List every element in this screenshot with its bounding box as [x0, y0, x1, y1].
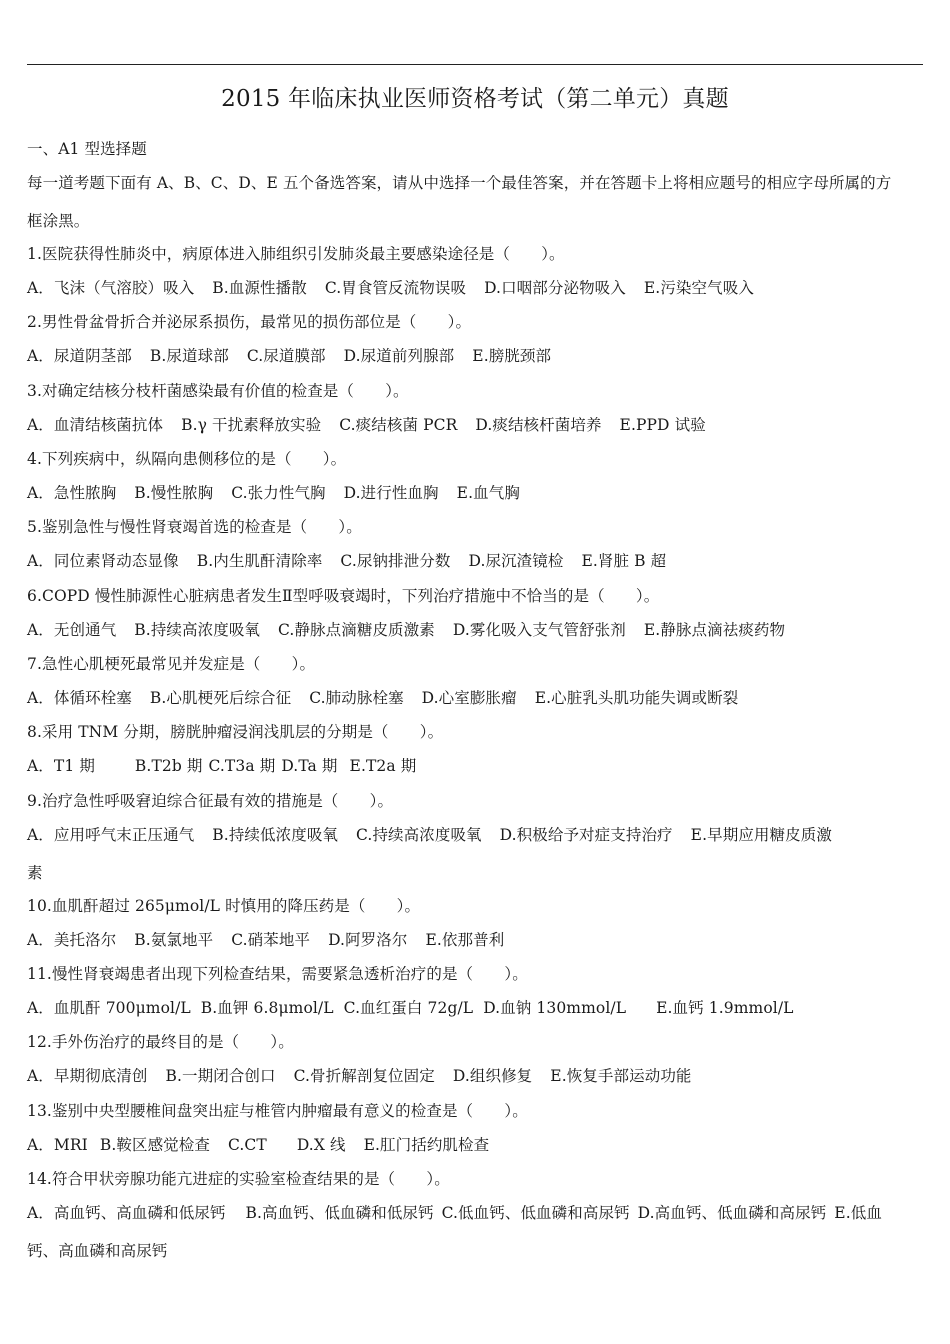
- option-d: D.进行性血胸: [343, 484, 439, 502]
- section-heading: 一、A1 型选择题: [27, 140, 147, 158]
- option-a: A．应用呼气末正压通气: [27, 826, 195, 844]
- option-e: E.血钙 1.9mmol/L: [656, 999, 794, 1017]
- instructions-line-2: 框涂黑。: [27, 212, 90, 230]
- question-stem: 14.符合甲状旁腺功能亢进症的实验室检查结果的是（ ）。: [27, 1170, 450, 1188]
- option-d: D.积极给予对症支持治疗: [499, 826, 673, 844]
- option-a: A．美托洛尔: [27, 931, 117, 949]
- option-e: E.低血: [834, 1204, 882, 1222]
- option-a: A．尿道阴茎部: [27, 347, 132, 365]
- question-options: [27, 1202, 927, 1224]
- option-a: A．体循环栓塞: [27, 689, 132, 707]
- option-a: A．血肌酐 700μmol/L: [27, 999, 191, 1017]
- question-options: [27, 1134, 927, 1156]
- option-a: A．血清结核菌抗体: [27, 416, 164, 434]
- option-b: B.慢性脓胸: [134, 484, 214, 502]
- option-c: C.骨折解剖复位固定: [293, 1067, 435, 1085]
- option-d: D.尿沉渣镜检: [468, 552, 564, 570]
- option-e: E.心脏乳头肌功能失调或断裂: [534, 689, 739, 707]
- option-a: A．无创通气: [27, 621, 117, 639]
- option-a: A．高血钙、高血磷和低尿钙: [27, 1204, 226, 1222]
- option-d: D.Ta 期: [281, 757, 338, 775]
- option-d: D.雾化吸入支气管舒张剂: [452, 621, 626, 639]
- question-options: [27, 619, 927, 641]
- option-a: A．飞沫（气溶胶）吸入: [27, 279, 195, 297]
- option-c: C.CT: [227, 1136, 267, 1154]
- option-b: B.持续高浓度吸氧: [134, 621, 261, 639]
- option-e: E.T2a 期: [349, 757, 417, 775]
- option-e: E.肾脏 B 超: [581, 552, 667, 570]
- document-title: 2015 年临床执业医师资格考试（第二单元）真题: [221, 86, 729, 112]
- option-continuation: 钙、高血磷和高尿钙: [27, 1242, 168, 1260]
- header-rule: [27, 64, 923, 65]
- option-d: D.痰结核杆菌培养: [475, 416, 602, 434]
- option-continuation: 素: [27, 864, 43, 882]
- option-d: D.高血钙、低血磷和高尿钙: [637, 1204, 827, 1222]
- question-options: [27, 1065, 927, 1087]
- option-c: C.静脉点滴糖皮质激素: [278, 621, 435, 639]
- question-stem: 1.医院获得性肺炎中，病原体进入肺组织引发肺炎最主要感染途径是（ ）。: [27, 245, 565, 263]
- option-b: B.一期闭合创口: [165, 1067, 276, 1085]
- option-d: D.X 线: [296, 1136, 346, 1154]
- question-stem: 13.鉴别中央型腰椎间盘突出症与椎管内肿瘤最有意义的检查是（ ）。: [27, 1102, 528, 1120]
- option-b: B.心肌梗死后综合征: [149, 689, 292, 707]
- option-b: B.T2b 期: [134, 757, 203, 775]
- question-options: [27, 550, 927, 572]
- option-c: C.肺动脉栓塞: [309, 689, 404, 707]
- option-e: E.恢复手部运动功能: [550, 1067, 692, 1085]
- option-e: E.PPD 试验: [619, 416, 706, 434]
- instructions-line-1: 每一道考题下面有 A、B、C、D、E 五个备选答案，请从中选择一个最佳答案，并在答题卡上将相应题号的相应字母所属的方: [27, 174, 892, 192]
- option-b: B.尿道球部: [149, 347, 229, 365]
- question-stem: 10.血肌酐超过 265μmol/L 时慎用的降压药是（ ）。: [27, 897, 421, 915]
- option-d: D.尿道前列腺部: [343, 347, 455, 365]
- option-b: B.鞍区感觉检查: [99, 1136, 210, 1154]
- option-d: D.口咽部分泌物吸入: [484, 279, 626, 297]
- option-b: B.高血钙、低血磷和低尿钙: [245, 1204, 434, 1222]
- option-a: A．同位素肾动态显像: [27, 552, 179, 570]
- question-stem: 2.男性骨盆骨折合并泌尿系损伤，最常见的损伤部位是（ ）。: [27, 313, 472, 331]
- question-stem: 5.鉴别急性与慢性肾衰竭首选的检查是（ ）。: [27, 518, 362, 536]
- question-stem: 11.慢性肾衰竭患者出现下列检查结果，需要紧急透析治疗的是（ ）。: [27, 965, 528, 983]
- option-e: E.肛门括约肌检查: [363, 1136, 490, 1154]
- option-c: C.张力性气胸: [231, 484, 326, 502]
- option-b: B.持续低浓度吸氧: [212, 826, 339, 844]
- option-c: C.尿钠排泄分数: [340, 552, 451, 570]
- option-c: C.持续高浓度吸氧: [356, 826, 482, 844]
- question-stem: 7.急性心肌梗死最常见并发症是（ ）。: [27, 655, 316, 673]
- option-c: C.血红蛋白 72g/L: [343, 999, 474, 1017]
- question-stem: 8.采用 TNM 分期，膀胱肿瘤浸润浅肌层的分期是（ ）。: [27, 723, 444, 741]
- question-options: [27, 414, 927, 436]
- question-options: [27, 277, 927, 299]
- question-options: [27, 755, 927, 777]
- option-d: D.组织修复: [452, 1067, 533, 1085]
- option-a: A．MRI: [27, 1136, 88, 1154]
- question-stem: 6.COPD 慢性肺源性心脏病患者发生Ⅱ型呼吸衰竭时，下列治疗措施中不恰当的是（ ）。: [27, 587, 660, 605]
- option-b: B.氨氯地平: [134, 931, 214, 949]
- option-c: C.T3a 期: [208, 757, 276, 775]
- option-c: C.痰结核菌 PCR: [339, 416, 458, 434]
- option-c: C.硝苯地平: [231, 931, 311, 949]
- option-b: B.内生肌酐清除率: [196, 552, 323, 570]
- option-e: E.静脉点滴祛痰药物: [643, 621, 786, 639]
- option-e: E.血气胸: [456, 484, 520, 502]
- question-options: [27, 997, 927, 1019]
- option-d: D.心室膨胀瘤: [421, 689, 517, 707]
- question-options: [27, 929, 927, 951]
- option-c: C.尿道膜部: [246, 347, 326, 365]
- option-e: E.依那普利: [425, 931, 505, 949]
- option-e: E.膀胱颈部: [472, 347, 552, 365]
- question-options: [27, 824, 927, 846]
- option-b: B.血源性播散: [212, 279, 307, 297]
- option-c: C.胃食管反流物误吸: [324, 279, 467, 297]
- option-d: D.血钠 130mmol/L: [483, 999, 627, 1017]
- option-b: B.γ 干扰素释放实验: [181, 416, 322, 434]
- question-options: [27, 687, 927, 709]
- option-d: D.阿罗洛尔: [328, 931, 408, 949]
- option-e: E.污染空气吸入: [643, 279, 754, 297]
- option-a: A．早期彻底清创: [27, 1067, 148, 1085]
- question-stem: 3.对确定结核分枝杆菌感染最有价值的检查是（ ）。: [27, 382, 409, 400]
- question-stem: 9.治疗急性呼吸窘迫综合征最有效的措施是（ ）。: [27, 792, 394, 810]
- option-b: B.血钾 6.8μmol/L: [200, 999, 334, 1017]
- question-options: [27, 345, 927, 367]
- option-a: A．急性脓胸: [27, 484, 117, 502]
- question-options: [27, 482, 927, 504]
- question-stem: 4.下列疾病中，纵隔向患侧移位的是（ ）。: [27, 450, 347, 468]
- question-stem: 12.手外伤治疗的最终目的是（ ）。: [27, 1033, 294, 1051]
- option-a: A．T1 期: [27, 757, 95, 775]
- option-c: C.低血钙、低血磷和高尿钙: [441, 1204, 630, 1222]
- option-e: E.早期应用糖皮质激: [690, 826, 832, 844]
